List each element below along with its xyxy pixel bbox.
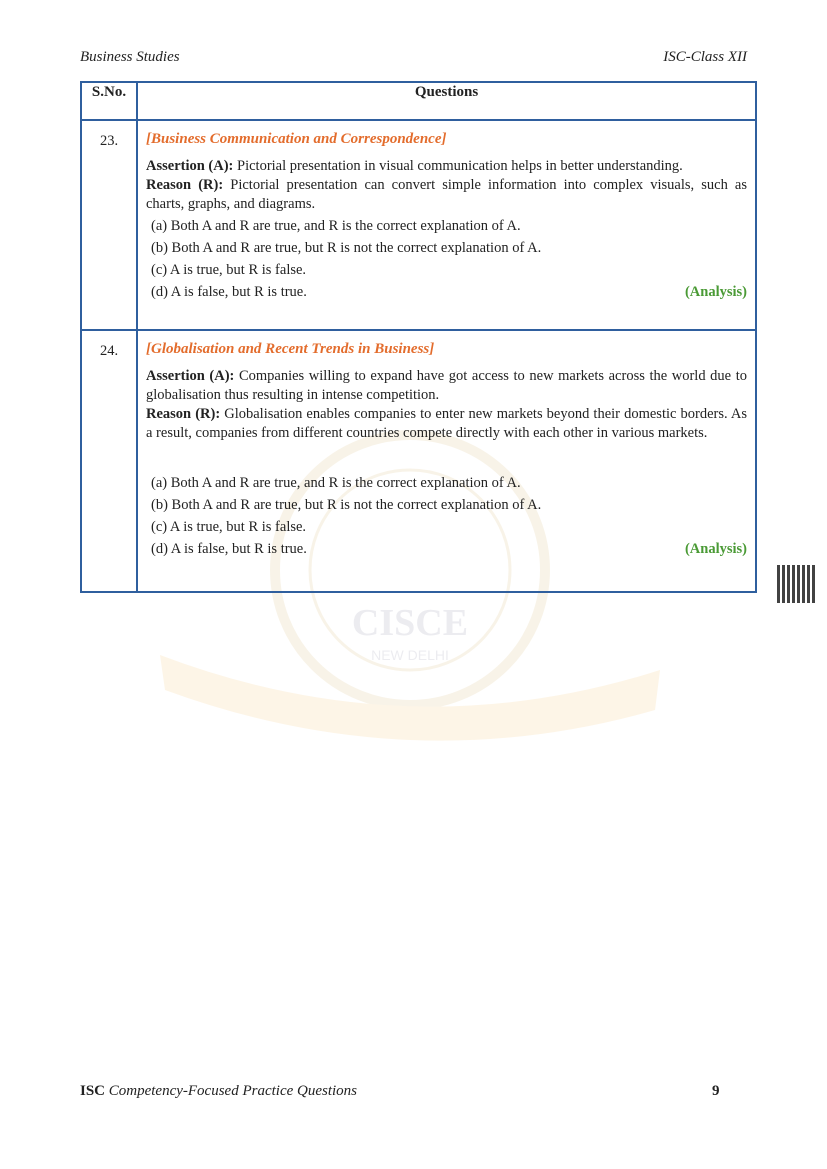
questions-table [80, 81, 757, 593]
cognitive-tag: (Analysis) [684, 284, 747, 300]
option-b: (b) Both A and R are true, but R is not the correct explanation of A. [151, 240, 542, 256]
option-c: (c) A is true, but R is false. [151, 262, 307, 278]
option-d: (d) A is false, but R is true. [151, 284, 307, 300]
header-class: ISC-Class XII [663, 49, 747, 65]
question-topic: [Globalisation and Recent Trends in Business] [146, 341, 435, 357]
option-c: (c) A is true, but R is false. [151, 519, 307, 535]
question-number: 23. [81, 120, 137, 330]
watermark-name: CISCE [351, 602, 469, 644]
header-subject: Business Studies [80, 49, 180, 65]
option-a: (a) Both A and R are true, and R is the correct explanation of A. [151, 218, 521, 234]
cognitive-tag: (Analysis) [684, 541, 747, 557]
option-a: (a) Both A and R are true, and R is the correct explanation of A. [151, 475, 521, 491]
footer-text: Competency-Focused Practice Questions [108, 1083, 358, 1099]
question-row [81, 330, 756, 592]
reason [146, 405, 747, 443]
assertion [146, 157, 747, 176]
option-d: (d) A is false, but R is true. [151, 541, 307, 557]
reason-text: Globalisation enables companies to enter new markets beyond their domestic borders. As a result, companies from different countries compete directly with each other in various markets. [146, 406, 748, 441]
option-b: (b) Both A and R are true, but R is not the correct explanation of A. [151, 497, 542, 513]
reason [146, 176, 747, 214]
reason-text: Pictorial presentation can convert simple information into complex visuals, such as charts, graphs, and diagrams. [146, 177, 748, 212]
question-row [81, 120, 756, 330]
footer-brand: ISC [80, 1083, 106, 1099]
assertion-label: Assertion (A): [146, 158, 234, 174]
assertion-text: Companies willing to expand have got access to new markets across the world due to globalisation thus resulting in intense competition. [146, 368, 747, 403]
watermark-city: NEW DELHI [371, 647, 449, 663]
assertion-text: Pictorial presentation in visual communication helps in better understanding. [237, 158, 683, 174]
question-number: 24. [81, 330, 137, 592]
assertion-label: Assertion (A): [146, 368, 235, 384]
reason-label: Reason (R): [146, 406, 221, 422]
qr-code-icon[interactable] [777, 565, 815, 603]
question-topic: [Business Communication and Correspondence] [146, 131, 447, 147]
footer-title [80, 1083, 357, 1100]
page-number: 9 [712, 1083, 720, 1099]
sno-header: S.No. [81, 82, 137, 120]
reason-label: Reason (R): [146, 177, 224, 193]
questions-header: Questions [137, 82, 756, 120]
table-header-row [81, 82, 756, 120]
assertion [146, 367, 747, 405]
